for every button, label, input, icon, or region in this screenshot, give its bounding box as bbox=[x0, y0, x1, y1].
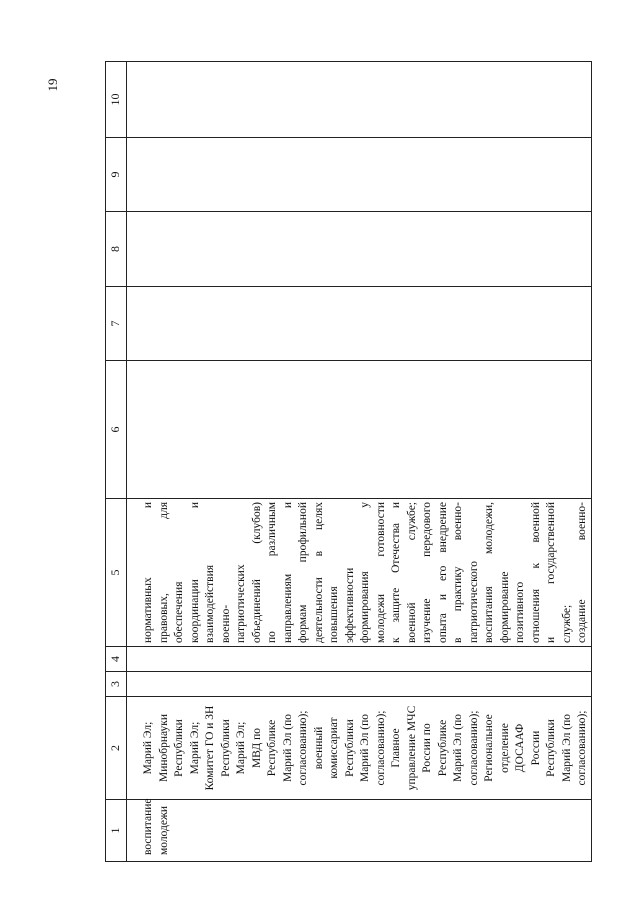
header-cell-6: 6 bbox=[106, 361, 127, 499]
cell-col3 bbox=[127, 672, 592, 697]
executor-line: Республики bbox=[545, 719, 557, 777]
cell-col6 bbox=[127, 361, 592, 499]
measure-line: военной службе; bbox=[405, 502, 418, 643]
executor-line: Марий Эл (по bbox=[452, 713, 464, 783]
cell-col4 bbox=[127, 647, 592, 672]
header-cell-8: 8 bbox=[106, 212, 127, 287]
cell-col10 bbox=[127, 62, 592, 138]
measure-line: изучение передового bbox=[421, 502, 433, 643]
executor-line: Марий Эл; bbox=[142, 721, 154, 775]
measure-line: направлениям и bbox=[281, 502, 294, 643]
header-cell-7: 7 bbox=[106, 287, 127, 361]
executor-line: согласованию); bbox=[467, 710, 480, 786]
measure-line: формам профильной bbox=[297, 502, 309, 643]
executor-line: России по bbox=[421, 723, 433, 773]
measure-line: по различным bbox=[266, 502, 278, 643]
header-row bbox=[106, 62, 127, 862]
header-cell-3: 3 bbox=[106, 672, 127, 697]
measure-line: объединений (клубов) bbox=[250, 502, 263, 643]
measure-line: отношения к военной bbox=[529, 502, 542, 643]
executor-line: Марий Эл (по bbox=[560, 713, 573, 783]
executor-line: Минобрнауки bbox=[157, 713, 170, 783]
measure-line: опыта и его внедрение bbox=[436, 502, 449, 643]
executor-line: Региональное bbox=[483, 714, 495, 782]
rotated-table-sheet bbox=[105, 62, 588, 862]
executor-line: Марий Эл (по bbox=[359, 713, 371, 783]
executor-line: Республики bbox=[343, 719, 356, 777]
executor-line: Главное bbox=[390, 728, 402, 768]
measure-line: деятельности в целях bbox=[312, 502, 325, 643]
measure-line: в практику военно- bbox=[452, 502, 464, 643]
header-cell-1: 1 bbox=[106, 800, 127, 862]
executor-line: отделение bbox=[498, 723, 511, 773]
measure-line: патриотических bbox=[235, 564, 247, 643]
direction-line: воспитание bbox=[142, 798, 154, 855]
header-cell-9: 9 bbox=[106, 138, 127, 212]
header-cell-10: 10 bbox=[106, 62, 127, 138]
measure-line: и государственной bbox=[545, 502, 557, 643]
measure-line: повышения bbox=[328, 586, 340, 643]
cell-executors bbox=[127, 697, 592, 800]
measure-line: военно- bbox=[219, 604, 232, 643]
measure-line: позитивного bbox=[514, 581, 526, 643]
header-cell-4: 4 bbox=[106, 647, 127, 672]
direction-line: молодежи bbox=[157, 805, 170, 855]
measure-line: правовых, для bbox=[157, 502, 170, 643]
executor-line: Республики bbox=[173, 719, 185, 777]
executor-line: Комитет ГО и ЗН bbox=[204, 705, 216, 791]
cell-measures bbox=[127, 499, 592, 647]
executor-line: Марий Эл (по bbox=[281, 713, 294, 783]
measure-line: молодежи готовности bbox=[374, 502, 387, 643]
executor-line: военный bbox=[312, 726, 325, 770]
executor-line: Марий Эл; bbox=[188, 721, 201, 775]
executor-line: Республике bbox=[436, 719, 449, 777]
measure-line: службе; bbox=[560, 604, 573, 643]
executor-line: согласованию); bbox=[576, 710, 588, 786]
measure-line: обеспечения bbox=[173, 581, 185, 643]
executor-line: ДОСААФ bbox=[514, 723, 526, 773]
cell-col9 bbox=[127, 138, 592, 212]
cell-col8 bbox=[127, 212, 592, 287]
cell-col7 bbox=[127, 287, 592, 361]
measure-line: формирования у bbox=[359, 502, 371, 643]
measure-line: координации и bbox=[188, 502, 201, 643]
executor-line: согласованию); bbox=[374, 710, 387, 786]
measure-line: эффективности bbox=[343, 567, 356, 643]
header-cell-2: 2 bbox=[106, 697, 127, 800]
executor-line: России bbox=[529, 730, 542, 766]
executor-line: Республике bbox=[266, 719, 278, 777]
measure-line: создание военно- bbox=[576, 502, 588, 643]
executor-line: МВД по bbox=[250, 727, 263, 769]
measure-line: к защите Отечества и bbox=[390, 502, 402, 643]
cell-direction bbox=[127, 800, 592, 862]
executor-line: управление МЧС bbox=[405, 705, 418, 791]
measure-line: формирование bbox=[498, 571, 511, 643]
executor-line: согласованию); bbox=[297, 710, 309, 786]
measure-line: нормативных и bbox=[142, 502, 154, 643]
page-number: 19 bbox=[45, 78, 60, 92]
measure-line: воспитания молодежи, bbox=[483, 502, 495, 643]
plan-table bbox=[105, 61, 592, 862]
measure-line: взаимодействия bbox=[204, 564, 216, 643]
executor-line: Марий Эл; bbox=[235, 721, 247, 775]
measure-line: патриотического bbox=[467, 560, 480, 643]
header-cell-5: 5 bbox=[106, 499, 127, 647]
executor-line: Республики bbox=[219, 719, 232, 777]
executor-line: комиссариат bbox=[328, 717, 340, 779]
table-row bbox=[127, 62, 592, 862]
